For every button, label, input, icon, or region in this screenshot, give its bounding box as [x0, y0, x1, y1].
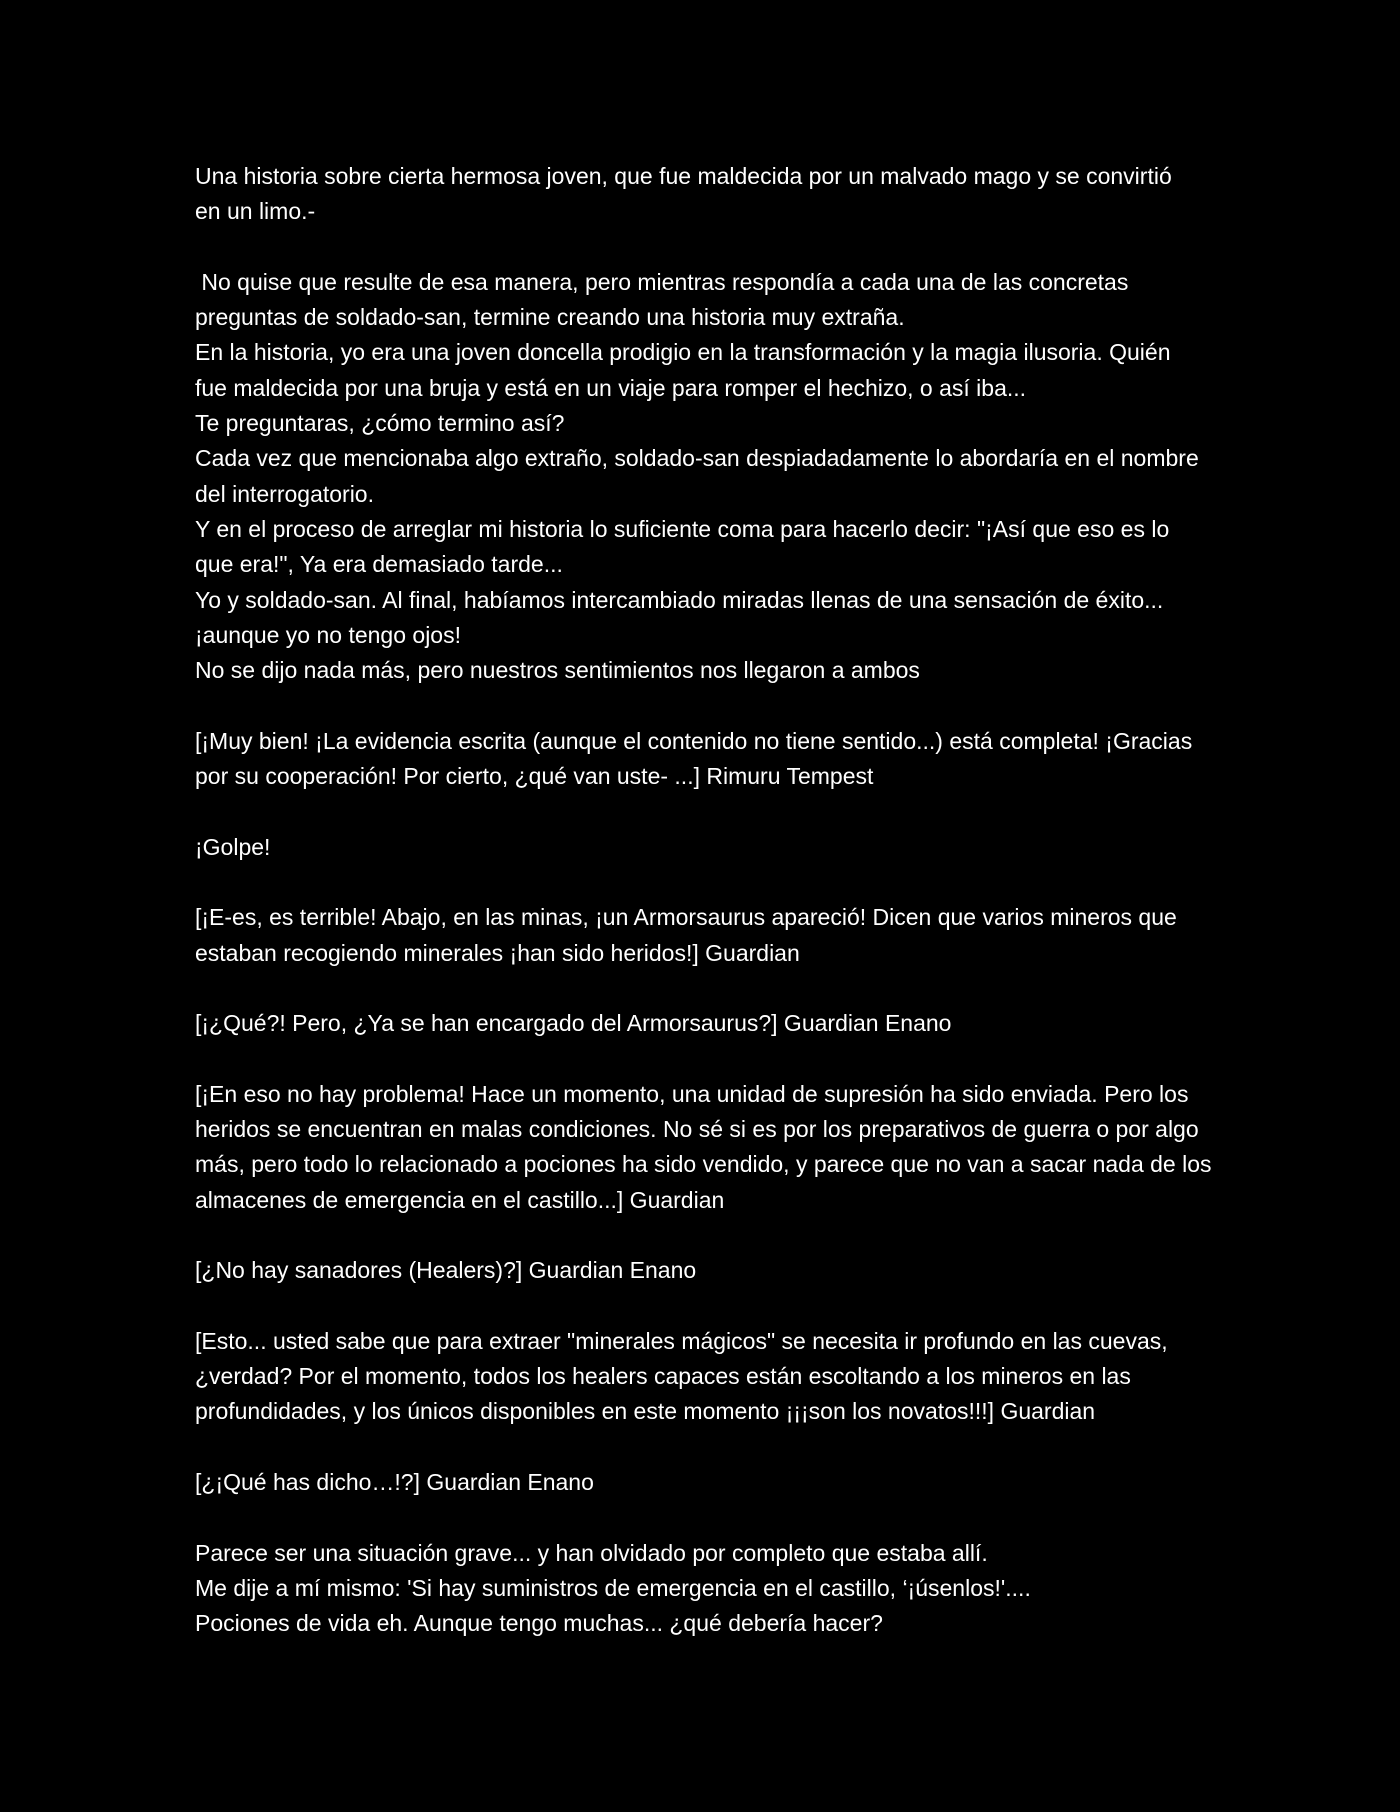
text-line: Parece ser una situación grave... y han olvidado por completo que estaba allí.	[195, 1539, 988, 1566]
text-line: [¡En eso no hay problema! Hace un momento, una unidad de supresión ha sido enviada. Pero los	[195, 1080, 1189, 1107]
blank-line	[195, 971, 1225, 1006]
text-line: preguntas de soldado-san, termine creando una historia muy extraña.	[195, 304, 905, 331]
text-line: estaban recogiendo minerales ¡han sido heridos!] Guardian	[195, 939, 800, 966]
text-line: Y en el proceso de arreglar mi historia lo suficiente coma para hacerlo decir: "¡Así que eso es lo	[195, 515, 1170, 542]
text-line: Me dije a mí mismo: 'Si hay suministros de emergencia en el castillo, ‘¡úsenlos!'....	[195, 1574, 1031, 1601]
blank-line	[195, 794, 1225, 829]
text-line: fue maldecida por una bruja y está en un viaje para romper el hechizo, o así iba...	[195, 374, 1027, 401]
blank-line	[195, 865, 1225, 900]
text-line: Cada vez que mencionaba algo extraño, soldado-san despiadadamente lo abordaría en el nombre	[195, 445, 1199, 472]
text-line: ¿verdad? Por el momento, todos los healers capaces están escoltando a los mineros en las	[195, 1363, 1131, 1390]
text-line: más, pero todo lo relacionado a pociones ha sido vendido, y parece que no van a sacar nada de los	[195, 1151, 1212, 1178]
blank-line	[195, 1289, 1225, 1324]
text-line: Una historia sobre cierta hermosa joven, que fue maldecida por un malvado mago y se convirtió	[195, 163, 1172, 189]
blank-line	[195, 1500, 1225, 1535]
text-line: profundidades, y los únicos disponibles en este momento ¡¡¡son los novatos!!!] Guardian	[195, 1398, 1096, 1425]
text-line: que era!", Ya era demasiado tarde...	[195, 551, 563, 578]
text-line: No se dijo nada más, pero nuestros sentimientos nos llegaron a ambos	[195, 657, 920, 684]
text-line: Te preguntaras, ¿cómo termino así?	[195, 410, 565, 437]
blank-line	[195, 1041, 1225, 1076]
text-line: ¡Golpe!	[195, 833, 271, 860]
text-line: en un limo.-	[195, 198, 316, 225]
document-page	[195, 159, 1225, 1641]
text-line: por su cooperación! Por cierto, ¿qué van uste- ...] Rimuru Tempest	[195, 763, 874, 790]
text-line: No quise que resulte de esa manera, pero mientras respondía a cada una de las concretas	[195, 268, 1129, 295]
text-line: Yo y soldado-san. Al final, habíamos intercambiado miradas llenas de una sensación de éxito...	[195, 586, 1164, 613]
text-line: ¡aunque yo no tengo ojos!	[195, 621, 461, 648]
text-line: [¿No hay sanadores (Healers)?] Guardian Enano	[195, 1257, 697, 1284]
document-text	[195, 159, 1225, 1641]
blank-line	[195, 1218, 1225, 1253]
text-line: [¡E-es, es terrible! Abajo, en las minas, ¡un Armorsaurus apareció! Dicen que varios mineros que	[195, 904, 1177, 931]
text-line: del interrogatorio.	[195, 480, 374, 507]
text-line: [¡¿Qué?! Pero, ¿Ya se han encargado del Armorsaurus?] Guardian Enano	[195, 1010, 952, 1037]
text-line: [Esto... usted sabe que para extraer "minerales mágicos" se necesita ir profundo en las cuevas,	[195, 1327, 1168, 1354]
text-line: almacenes de emergencia en el castillo...] Guardian	[195, 1186, 725, 1213]
text-line: Pociones de vida eh. Aunque tengo muchas... ¿qué debería hacer?	[195, 1610, 883, 1637]
blank-line	[195, 688, 1225, 723]
text-line: En la historia, yo era una joven doncella prodigio en la transformación y la magia ilusoria. Quién	[195, 339, 1171, 366]
text-line: heridos se encuentran en malas condiciones. No sé si es por los preparativos de guerra o por algo	[195, 1116, 1199, 1143]
text-line: [¿¡Qué has dicho…!?] Guardian Enano	[195, 1468, 594, 1495]
text-line: [¡Muy bien! ¡La evidencia escrita (aunque el contenido no tiene sentido...) está completa! ¡Gracias	[195, 727, 1193, 754]
blank-line	[195, 1430, 1225, 1465]
blank-line	[195, 230, 1225, 265]
